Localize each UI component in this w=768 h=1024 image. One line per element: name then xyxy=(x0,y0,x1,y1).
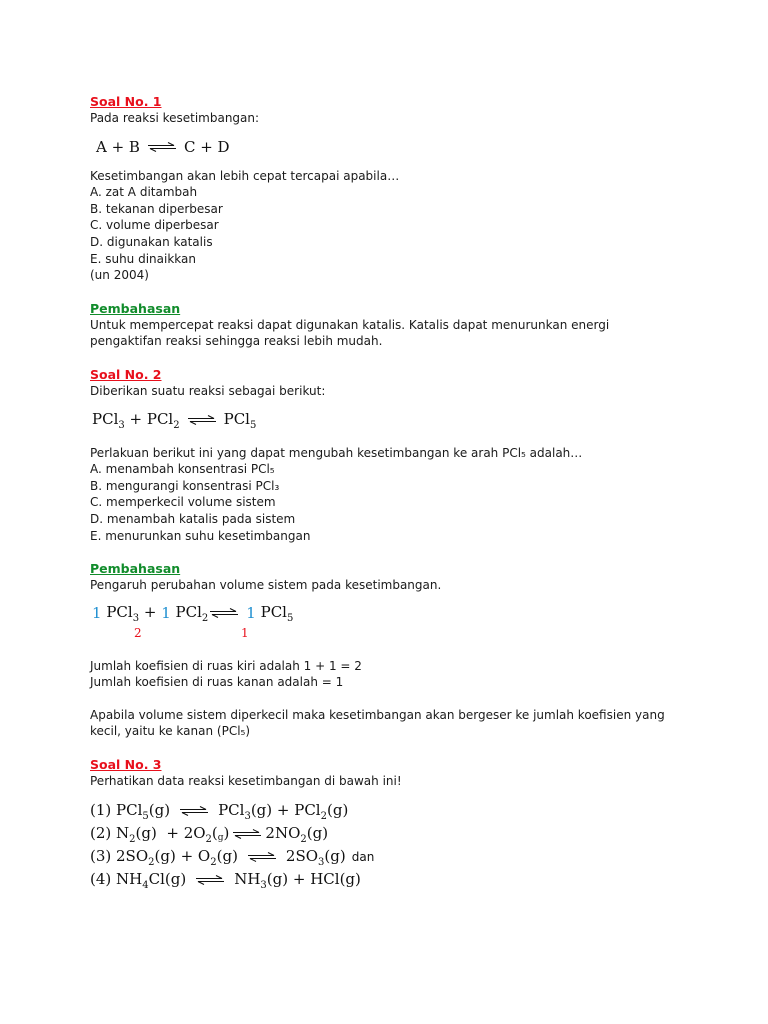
q3-reaction-1: (1) PCl$_5$(g) PCl$_3$(g) + PCl$_2$(g) xyxy=(90,800,349,822)
spacer xyxy=(90,691,690,707)
q1-eq-right: C + D xyxy=(183,137,230,156)
spacer xyxy=(90,740,690,756)
p1-line1: Untuk mempercepat reaksi dapat digunakan katalis. Katalis dapat menurunkan energi xyxy=(90,317,610,332)
p2-intro: Pengaruh perubahan volume sistem pada kesetimbangan. xyxy=(90,578,442,593)
equilibrium-arrow-icon xyxy=(210,608,238,618)
equilibrium-arrow-icon xyxy=(148,142,176,152)
q2-heading: Soal No. 2 xyxy=(90,366,162,382)
p2-sum-left: Jumlah koefisien di ruas kiri adalah 1 + 1 = 2 xyxy=(90,658,362,673)
q1-eq-left: A + B xyxy=(96,137,140,156)
q2-question: Perlakuan berikut ini yang dapat mengubah kesetimbangan ke arah PCl₅ adalah… xyxy=(90,445,583,460)
q1-equation xyxy=(96,138,690,156)
q3-heading: Soal No. 3 xyxy=(90,757,162,773)
coef-right-sum: 1 xyxy=(241,625,249,640)
q2-option-c: C. memperkecil volume sistem xyxy=(90,495,276,510)
q1-option-d: D. digunakan katalis xyxy=(90,234,213,249)
q3-reaction-list xyxy=(90,800,690,892)
q3-reaction-4: (4) $NH_4Cl(g)$ $NH_3(g) + HCl(g)$ xyxy=(90,869,361,891)
q3-reaction-3: (3) $2SO_2(g) + O_2(g)$ $2SO_3(g)$ dan xyxy=(90,846,375,868)
coef-pcl2: 1 xyxy=(161,604,171,623)
coef-left-sum: 2 xyxy=(134,625,142,640)
q1-option-e: E. suhu dinaikkan xyxy=(90,251,196,266)
document-page xyxy=(90,93,690,892)
q3-dan: dan xyxy=(351,850,375,865)
equilibrium-arrow-icon xyxy=(248,852,276,862)
q3-reaction-2: (2) $N_2(g) + 2O_2(g)$ $2NO_2(g)$ xyxy=(90,823,329,845)
q1-question: Kesetimbangan akan lebih cepat tercapai apabila… xyxy=(90,168,400,183)
equilibrium-arrow-icon xyxy=(196,875,224,885)
q2-intro: Diberikan suatu reaksi sebagai berikut: xyxy=(90,383,326,398)
spacer xyxy=(90,350,690,366)
q1-source: (un 2004) xyxy=(90,268,149,283)
p1-line2: pengaktifan reaksi sehingga reaksi lebih mudah. xyxy=(90,334,383,349)
q2-equation: PCl$_3$ + PCl$_2$ PCl$_5$ xyxy=(92,409,257,431)
q2-option-a: A. menambah konsentrasi PCl₅ xyxy=(90,462,275,477)
q1-option-b: B. tekanan diperbesar xyxy=(90,201,223,216)
p2-conclusion-line2: kecil, yaitu ke kanan (PCl₅) xyxy=(90,724,251,739)
q1-intro: Pada reaksi kesetimbangan: xyxy=(90,111,260,125)
q2-option-d: D. menambah katalis pada sistem xyxy=(90,511,296,526)
equilibrium-arrow-icon xyxy=(233,829,261,839)
p2-sum-right: Jumlah koefisien di ruas kanan adalah = 1 xyxy=(90,675,344,690)
q1-option-a: A. zat A ditambah xyxy=(90,185,198,200)
equilibrium-arrow-icon xyxy=(180,806,208,816)
q2-option-e: E. menurunkan suhu kesetimbangan xyxy=(90,528,311,543)
p2-heading: Pembahasan xyxy=(90,561,181,577)
q2-option-b: B. mengurangi konsentrasi PCl₃ xyxy=(90,478,280,493)
p1-heading: Pembahasan xyxy=(90,300,181,316)
p2-conclusion-line1: Apabila volume sistem diperkecil maka kesetimbangan akan bergeser ke jumlah koefisien yang xyxy=(90,707,665,722)
coef-pcl5: 1 xyxy=(246,604,256,623)
p2-equation: 1 PCl$_3$ + 1 PCl$_2$ 1 PCl$_5$ xyxy=(92,602,294,624)
equilibrium-arrow-icon xyxy=(188,415,216,425)
spacer xyxy=(90,284,690,300)
coefficient-sums xyxy=(90,624,690,646)
q1-heading: Soal No. 1 xyxy=(90,94,162,109)
coef-pcl3: 1 xyxy=(92,604,102,623)
q1-option-c: C. volume diperbesar xyxy=(90,218,219,233)
spacer xyxy=(90,544,690,560)
q3-intro: Perhatikan data reaksi kesetimbangan di bawah ini! xyxy=(90,774,402,789)
